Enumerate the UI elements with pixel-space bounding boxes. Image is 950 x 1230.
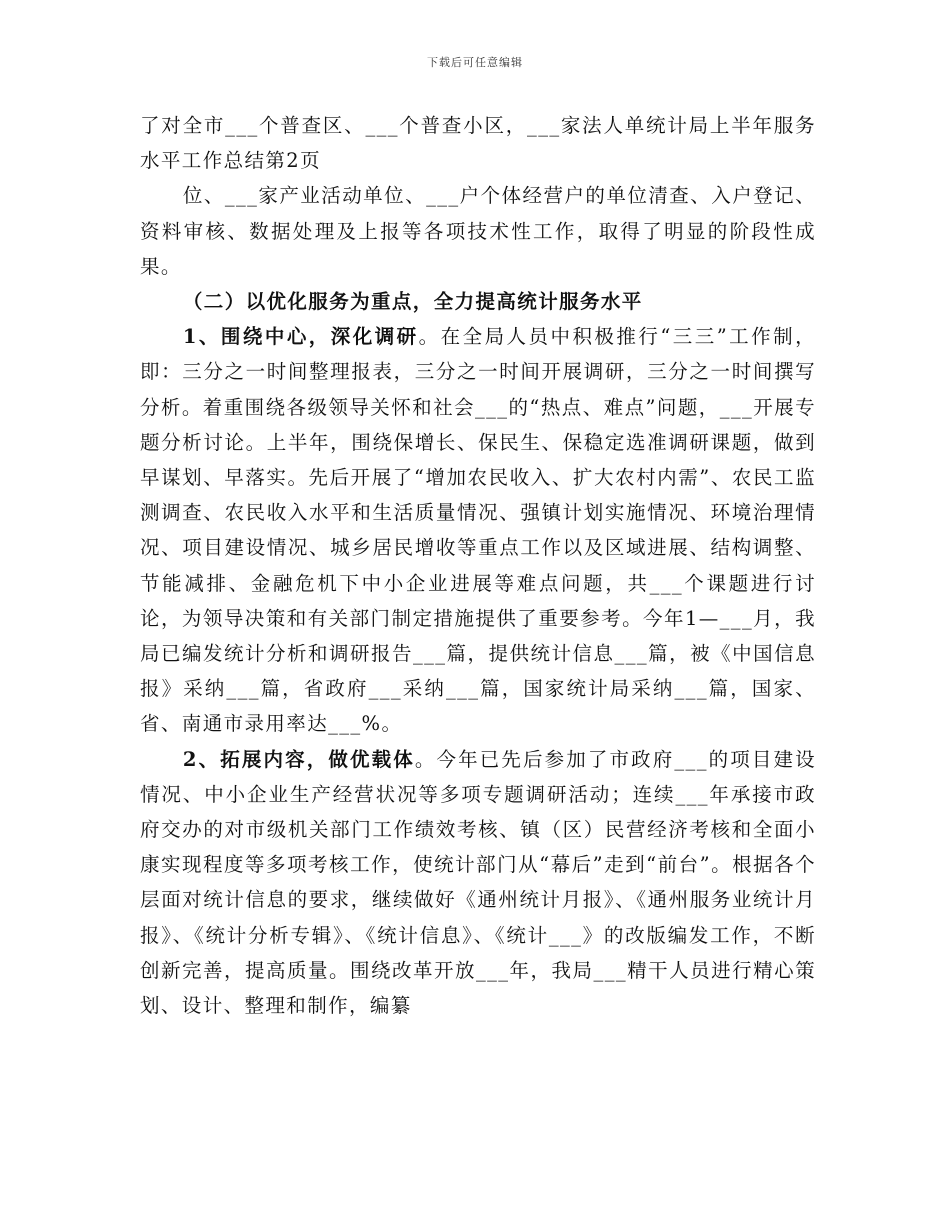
paragraph-content-expansion [140,742,816,1024]
section-heading-2: （二）以优化服务为重点，全力提高统计服务水平 [182,290,643,314]
item-2-lead: 2、拓展内容，做优载体 [182,747,415,771]
item-2-body: 。今年已先后参加了市政府___的项目建设情况、中小企业生产经营状况等多项专题调研活动；连续___年承接市政府交办的对市级机关部门工作绩效考核、镇（区）民营经济考核和全面小康实现程度等多项考核工作，使统计部门从“幕后”走到“前台”。根据各个层面对统计信息的要求，继续做好《通州统计月报》、《通州服务业统计月报》、《统计分析专辑》、《统计信息》、《统计___》的改版编发工作，不断创新完善，提高质量。围绕改革开放___年，我局___精干人员进行精心策划、设计、整理和制作，编纂 [140,747,816,1018]
paragraph-census-results: 位、___家产业活动单位、___户个体经营户的单位清查、入户登记、资料审核、数据处理及上报等各项技术性工作，取得了明显的阶段性成果。 [140,184,816,278]
item-1-lead: 1、围绕中心，深化调研 [182,325,419,349]
item-1-body: 。在全局人员中积极推行“三三”工作制，即：三分之一时间整理报表，三分之一时间开展调研，三分之一时间撰写分析。着重围绕各级领导关怀和社会___的“热点、难点”问题，___开展专题分析讨论。上半年，围绕保增长、保民生、保稳定选准调研课题，做到早谋划、早落实。先后开展了“增加农民收入、扩大农村内需”、农民工监测调查、农民收入水平和生活质量情况、强镇计划实施情况、环境治理情况、项目建设情况、城乡居民增收等重点工作以及区域进展、结构调整、节能减排、金融危机下中小企业进展等难点问题，共___个课题进行讨论，为领导决策和有关部门制定措施提供了重要参考。今年1—___月，我局已编发统计分析和调研报告___篇，提供统计信息___篇，被《中国信息报》采纳___篇，省政府___采纳___篇，国家统计局采纳___篇，国家、省、南通市录用率达___%。 [140,325,816,736]
paragraph-research [140,319,816,741]
paragraph-continuation: 了对全市___个普查区、___个普查小区，___家法人单统计局上半年服务水平工作总结第2页 [140,114,816,173]
document-body [140,108,816,1023]
page-header-note: 下载后可任意编辑 [427,56,523,69]
